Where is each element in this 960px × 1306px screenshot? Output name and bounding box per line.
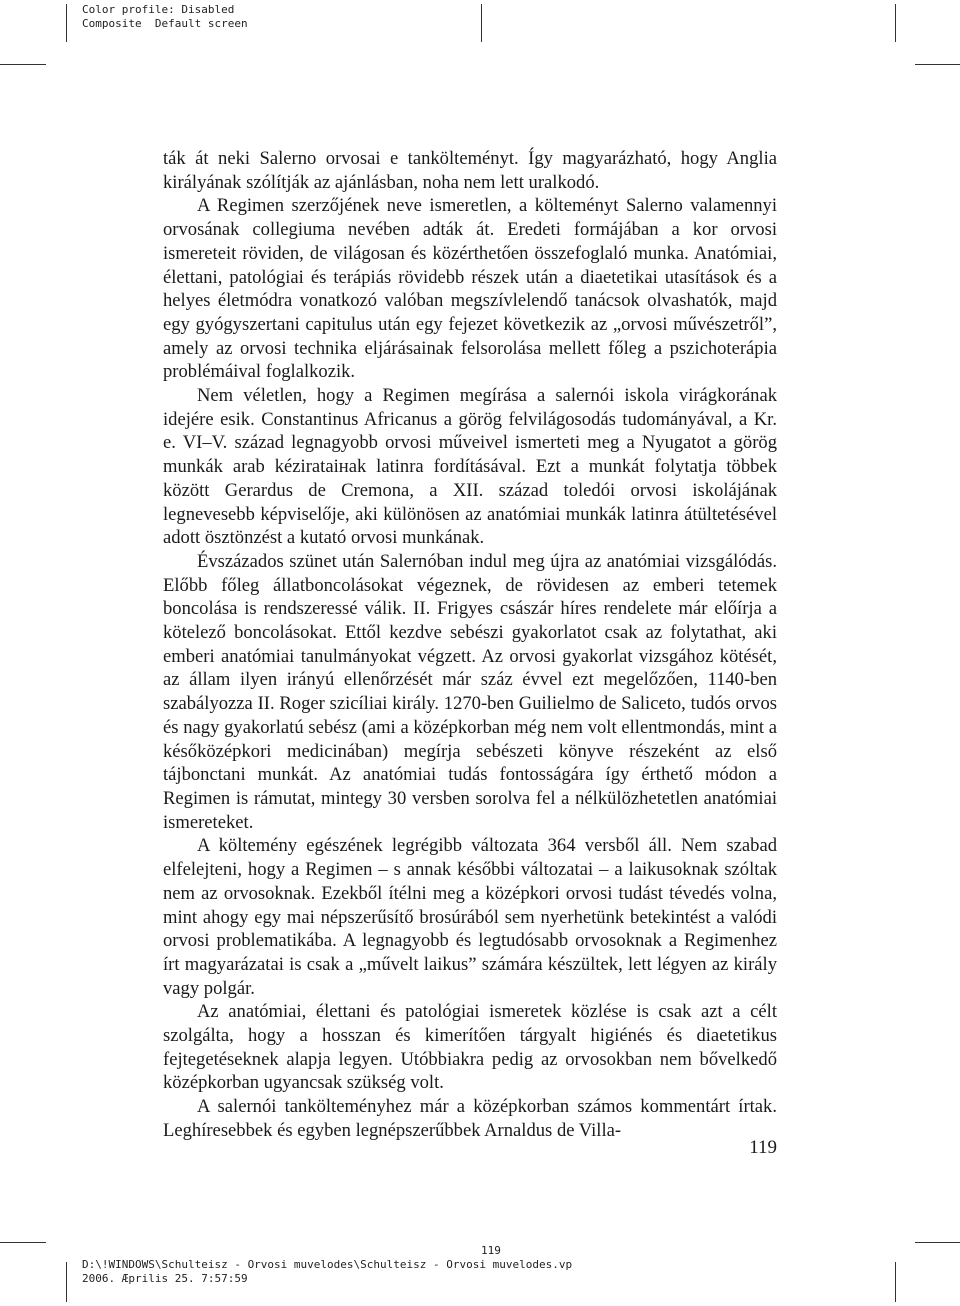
page-number: 119: [749, 1137, 777, 1158]
crop-mark-bottom-right-vertical: [895, 1262, 896, 1302]
crop-mark-top-center: [481, 4, 482, 42]
crop-mark-top-right-vertical: [895, 4, 896, 42]
crop-mark-bottom-left-horizontal: [0, 1242, 46, 1243]
color-profile-line: Color profile: Disabled: [82, 3, 235, 16]
paragraph-4: Évszázados szünet után Salernóban indul meg újra az anatómiai vizsgálódás. Előbb főleg állatboncolásokat végeznek, de rövidesen az emberi tetemek boncolása is rendszeressé válik. II. Frigyes császár híres rendelete már előírja a kötelező boncolásokat. Ettől kezdve sebészi gyakorlatot csak az folytathat, aki emberi anatómiai tanulmányokat végzett. Az orvosi gyakorlat vizsgához kötését, az állam ilyen irányú ellenőrzését már száz évvel ezt megelőzően, 1140-ben szabályozza II. Roger szicíliai király. 1270-ben Guilielmo de Saliceto, tudós orvos és nagy gyakorlatú sebész (ami a középkorban még nem volt ellentmondás, mint a későközépkori medicinában) megírja sebészeti könyve részeként az első tájbonctani munkát. Az anatómiai tudás fontosságára így érthető módon a Regimen is rámutat, mintegy 30 versben sorolva fel a nélkülözhetetlen anatómiai ismereteket.: [163, 550, 777, 833]
paragraph-5: A költemény egészének legrégibb változata 364 versből áll. Nem szabad elfelejteni, hogy a Regimen – s annak későbbi változatai – a laikusoknak szóltak nem az orvosoknak. Ezekből ítélni meg a középkori orvosi tudást tévedés volna, mint ahogy egy mai népszerűsítő brosúrából sem nyerhetünk betekintést a valódi orvosi problematikába. A legnagyobb és legtudósabb orvosoknak a Regimenhez írt magyarázatai is csak a „művelt laikus” számára készültek, lett légyen az király vagy polgár.: [163, 835, 777, 999]
print-header: [82, 3, 248, 31]
footer-file-path: D:\!WINDOWS\Schulteisz - Orvosi muvelodes\Schulteisz - Orvosi muvelodes.vp: [82, 1258, 573, 1271]
footer-page-number: 119: [481, 1244, 501, 1257]
paragraph-3: Nem véletlen, hogy a Regimen megírása a salernói iskola virágkorának idejére esik. Constantinus Africanus a görög felvilágosodás tudományával, a Kr. e. VI–V. század legnagyobb orvosi műveivel ismerteti meg a Nyugatot a görög munkák arab kézirataінak latinra fordításával. Ezt a munkát folytatja többek között Gerardus de Cremona, a XII. század toledói orvosi iskolájának legnevesebb képviselője, aki különösen az anatómiai munkák latinra átültetésével adott ösztönzést a kutató orvosi munkának.: [163, 385, 777, 549]
print-footer: [82, 1258, 572, 1286]
paragraph-1: ták át neki Salerno orvosai e tanköltеményt. Így magyarázható, hogy Anglia királyának szólítják az ajánlásban, noha nem lett uralkodó.: [163, 148, 777, 193]
crop-mark-top-right-horizontal: [915, 64, 960, 65]
crop-mark-bottom-right-horizontal: [915, 1242, 960, 1243]
footer-timestamp: 2006. Æprilis 25. 7:57:59: [82, 1272, 248, 1285]
paragraph-6: Az anatómiai, élettani és patológiai ismeretek közlése is csak azt a célt szolgálta, hogy a hosszan és kimerítően tárgyalt higiénés és diaetetikus fejtegetéseknek alapja legyen. Utóbbiakra pedig az orvosokban nem bővelkedő középkorban ugyancsak szükség volt.: [163, 1001, 777, 1094]
paragraph-2: A Regimen szerzőjének neve ismeretlen, a költeményt Salerno valamennyi orvosának collegiuma nevében adták át. Eredeti formájában a kor orvosi ismereteit röviden, de világosan és közérthetően összefoglaló munka. Anatómiai, élettani, patológiai és terápiás rövidebb részek után a diaetetikai utasítások és a helyes életmódra vonatkozó valóban megszívlelendő tanácsok olvashatók, majd egy gyógyszertani capitulus után egy fejezet következik az „orvosi művészetről”, amely az orvosi technika eljárásainak felsorolása mellett főleg a pszichoterápia problémáival foglalkozik.: [163, 195, 777, 383]
body-text: [163, 147, 777, 1143]
crop-mark-top-left-horizontal: [0, 64, 46, 65]
composite-line: Composite Default screen: [82, 17, 248, 30]
crop-mark-bottom-left-vertical: [66, 1262, 67, 1302]
crop-mark-top-left-vertical: [66, 4, 67, 42]
paragraph-7: A salernói tanköltеményhez már a középkorban számos kommentárt írtak. Leghíresebbek és egyben legnépszerűbbek Arnaldus de Villa-: [163, 1096, 777, 1141]
